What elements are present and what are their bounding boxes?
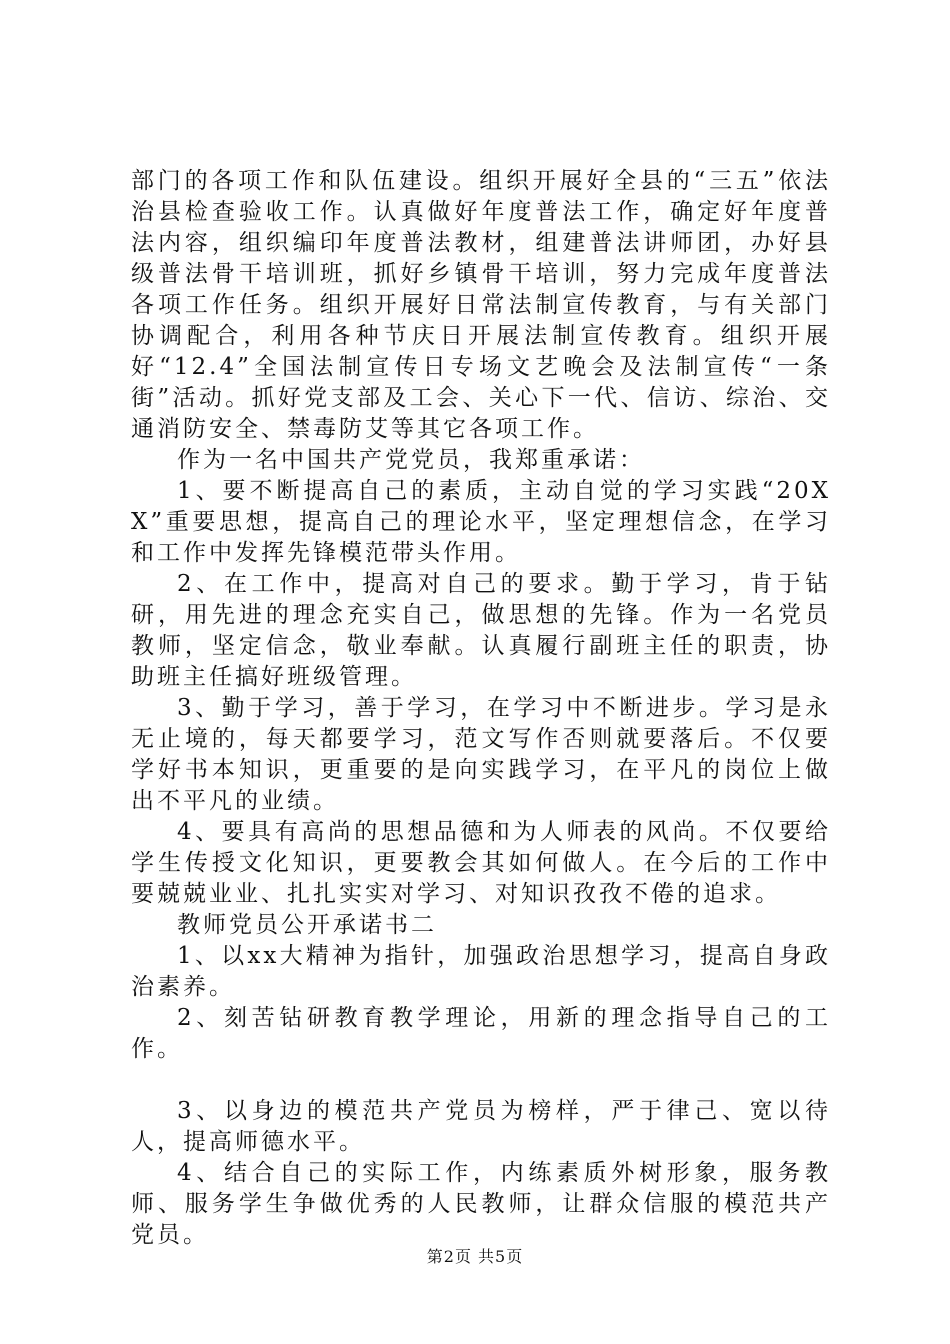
paragraph-item-1: 1、以xx大精神为指针，加强政治思想学习，提高自身政治素养。 <box>131 943 831 1000</box>
blank-line <box>131 1065 831 1096</box>
paragraph-item-4: 4、结合自己的实际工作，内练素质外树形象，服务教师、服务学生争做优秀的人民教师，让群众信服的模范共产党员。 <box>131 1160 831 1248</box>
paragraph-item-2: 2、刻苦钻研教育教学理论，用新的理念指导自己的工作。 <box>131 1005 831 1062</box>
paragraph-continuation: 部门的各项工作和队伍建设。组织开展好全县的“三五”依法治县检查验收工作。认真做好年度普法工作，确定好年度普法内容，组织编印年度普法教材，组建普法讲师团，办好县级普法骨干培训班，抓好乡镇骨干培训，努力完成年度普法各项工作任务。组织开展好日常法制宣传教育，与有关部门协调配合，利用各种节庆日开展法制宣传教育。组织开展好“12.4”全国法制宣传日专场文艺晚会及法制宣传“一条街”活动。抓好党支部及工会、关心下一代、信访、综治、交通消防安全、禁毒防艾等其它各项工作。 <box>131 168 831 442</box>
section-heading: 教师党员公开承诺书二 <box>177 912 437 938</box>
paragraph-item-3: 3、以身边的模范共产党员为榜样，严于律己、宽以待人，提高师德水平。 <box>131 1098 831 1155</box>
document-body <box>131 166 831 1251</box>
paragraph-pledge-1: 1、要不断提高自己的素质，主动自觉的学习实践“20XX”重要思想，提高自己的理论水平，坚定理想信念，在学习和工作中发挥先锋模范带头作用。 <box>131 478 831 566</box>
paragraph-pledge-4: 4、要具有高尚的思想品德和为人师表的风尚。不仅要给学生传授文化知识，更要教会其如何做人。在今后的工作中要兢兢业业、扎扎实实对学习、对知识孜孜不倦的追求。 <box>131 819 831 907</box>
paragraph-pledge-3: 3、勤于学习，善于学习，在学习中不断进步。学习是永无止境的，每天都要学习，范文写作否则就要落后。不仅要学好书本知识，更重要的是向实践学习，在平凡的岗位上做出不平凡的业绩。 <box>131 695 831 814</box>
paragraph-pledge-2: 2、在工作中，提高对自己的要求。勤于学习，肯于钻研，用先进的理念充实自己，做思想的先锋。作为一名党员教师，坚定信念，敬业奉献。认真履行副班主任的职责，协助班主任搞好班级管理。 <box>131 571 831 690</box>
paragraph-pledge-intro: 作为一名中国共产党党员，我郑重承诺： <box>177 447 645 473</box>
page-number-footer: 第2页 共5页 <box>426 1247 524 1266</box>
